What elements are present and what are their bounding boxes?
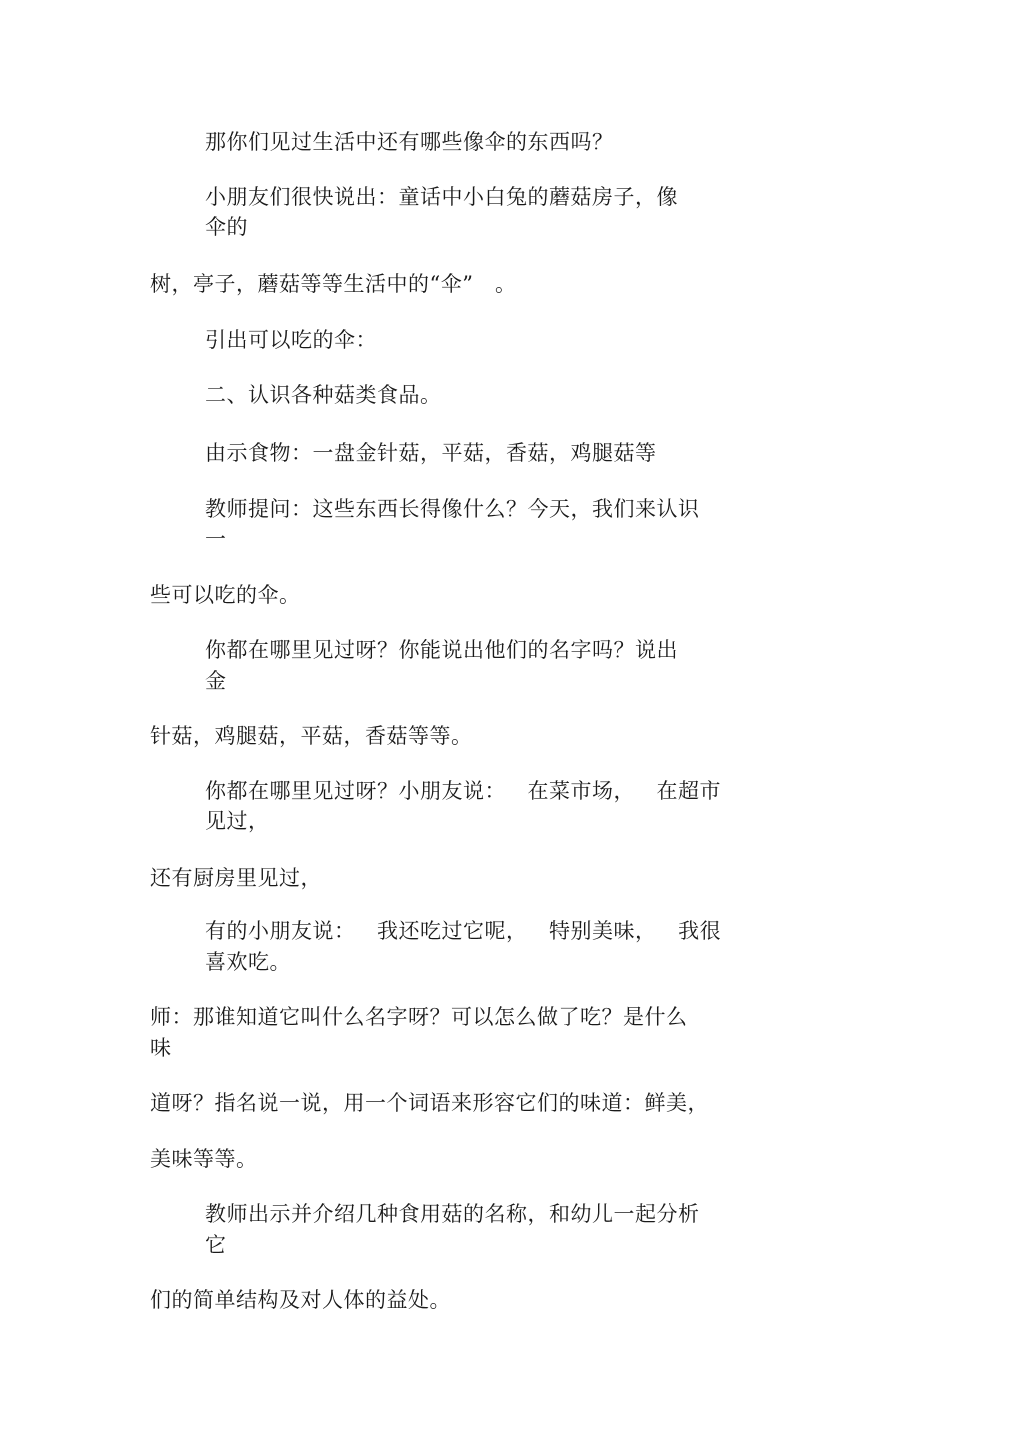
section-heading: 二、认识各种菇类食品。 (205, 383, 442, 407)
text-line: 些可以吃的伞。 (150, 583, 301, 607)
text-line: 伞的 (205, 215, 248, 239)
text-line: 见过， (205, 809, 270, 833)
text-line: 金 (205, 669, 227, 693)
text-line: 引出可以吃的伞： (205, 328, 377, 352)
text-line: 教师提问：这些东西长得像什么？今天，我们来认识 (205, 497, 700, 521)
text-line: 有的小朋友说： 我还吃过它呢， 特别美味， 我很 (205, 919, 722, 943)
text-line: 一 (205, 527, 227, 551)
text-line: 道呀？指名说一说，用一个词语来形容它们的味道：鲜美， (150, 1091, 709, 1115)
text-line: 它 (205, 1233, 227, 1257)
text-line: 教师出示并介绍几种食用菇的名称，和幼儿一起分析 (205, 1202, 700, 1226)
text-line: 还有厨房里见过， (150, 866, 322, 890)
text-line: 味 (150, 1036, 172, 1060)
text-line: 那你们见过生活中还有哪些像伞的东西吗？ (205, 130, 614, 154)
text-line: 你都在哪里见过呀？小朋友说： 在菜市场， 在超市 (205, 779, 722, 803)
text-line: 你都在哪里见过呀？你能说出他们的名字吗？说出 (205, 638, 678, 662)
text-line: 们的简单结构及对人体的益处。 (150, 1288, 451, 1312)
text-line: 针菇，鸡腿菇，平菇，香菇等等。 (150, 724, 473, 748)
text-line: 美味等等。 (150, 1147, 258, 1171)
text-line: 师：那谁知道它叫什么名字呀？可以怎么做了吃？是什么 (150, 1005, 688, 1029)
text-line: 由示食物：一盘金针菇，平菇，香菇，鸡腿菇等 (205, 441, 657, 465)
text-line: 树，亭子，蘑菇等等生活中的“伞” 。 (150, 272, 517, 296)
text-line: 小朋友们很快说出：童话中小白兔的蘑菇房子，像 (205, 185, 678, 209)
text-line: 喜欢吃。 (205, 950, 291, 974)
